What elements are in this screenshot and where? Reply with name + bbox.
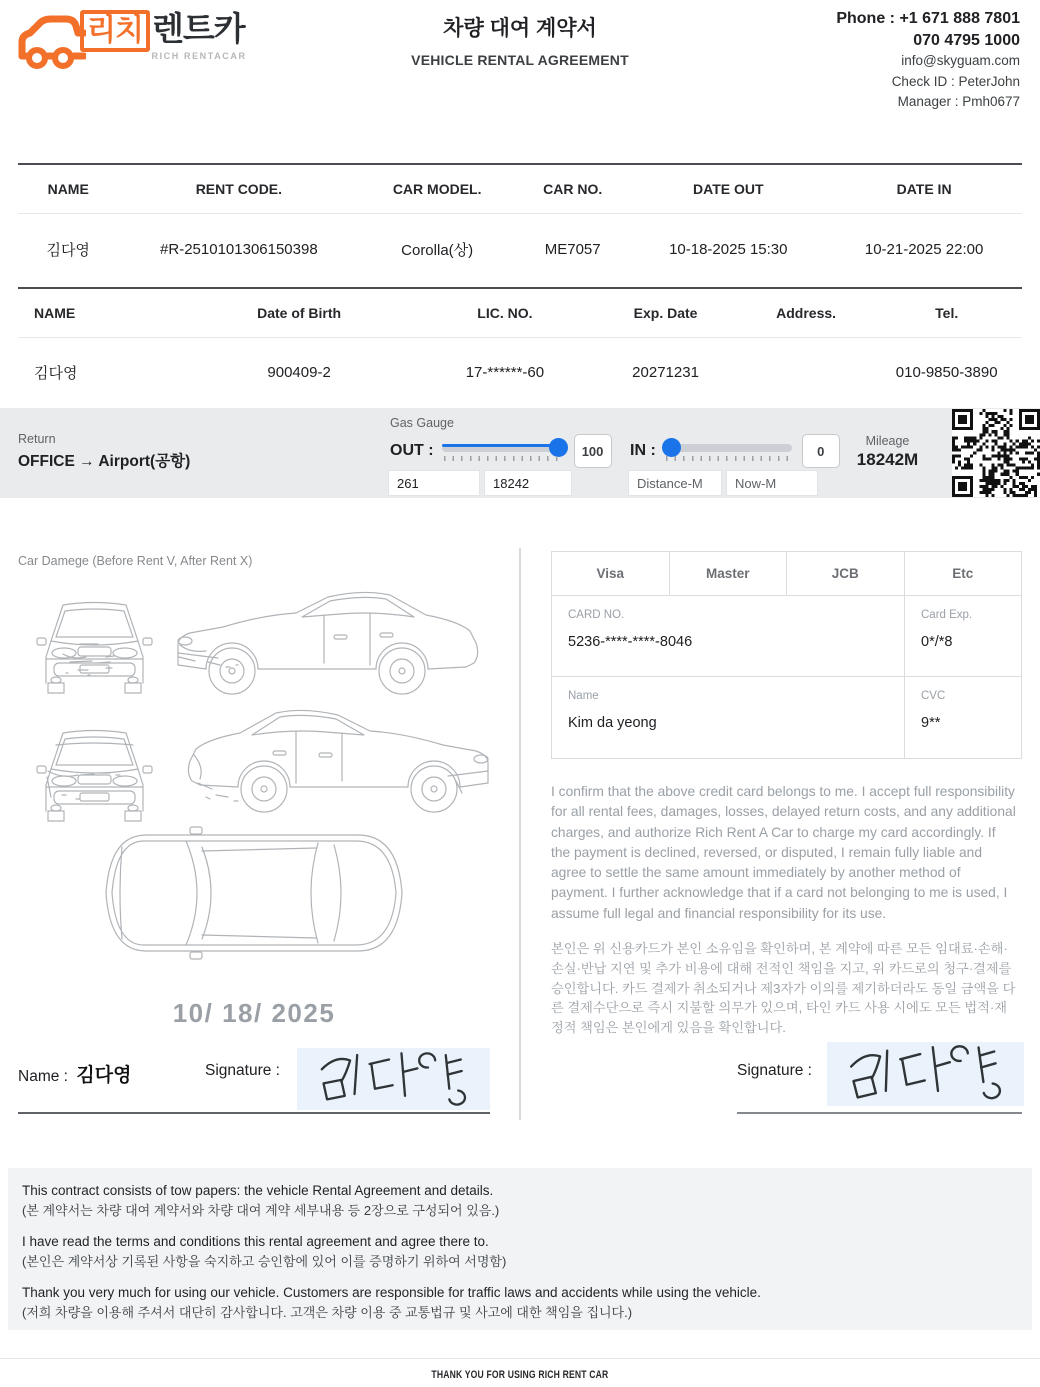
contact-check-id: Check ID : PeterJohn <box>891 73 1020 89</box>
gas-in-label: IN : <box>630 442 656 459</box>
footer-divider <box>0 1358 1040 1359</box>
gas-in-row <box>630 434 840 468</box>
agreement-date: 10/ 18/ 2025 <box>172 998 336 1028</box>
col-birth: Date of Birth <box>179 288 420 337</box>
gas-in-value: 0 <box>802 434 840 468</box>
col-rent-code: RENT CODE. <box>118 164 359 213</box>
signature-image-left <box>297 1048 490 1110</box>
return-label: Return <box>18 432 56 446</box>
col-driver-name: NAME <box>18 288 179 337</box>
signature-pad-right[interactable] <box>827 1042 1024 1106</box>
title-korean: 차량 대여 계약서 <box>443 17 597 40</box>
note-pair <box>22 1181 1018 1221</box>
card-no-value: 5236-****-****-8046 <box>568 634 693 650</box>
gas-out-slider-ticks <box>444 456 562 461</box>
contact-phone-2: 070 4795 1000 <box>913 31 1020 49</box>
card-no-label: CARD NO. <box>568 609 625 621</box>
card-brand-row <box>552 552 1021 596</box>
card-brand-jcb[interactable]: JCB <box>787 552 905 595</box>
name-label: Name : <box>18 1068 68 1085</box>
credit-card-table <box>551 551 1022 759</box>
gas-out-slider[interactable] <box>442 436 564 466</box>
mileage-value: 18242M <box>856 450 919 469</box>
col-car-no: CAR NO. <box>515 164 630 213</box>
out-distance-input[interactable] <box>388 470 480 496</box>
in-distance-input[interactable] <box>628 470 722 496</box>
right-signature-row <box>551 1048 1022 1118</box>
brand-name-kr-dark: 렌트카 <box>151 10 245 47</box>
card-exp-label: Card Exp. <box>921 609 973 621</box>
col-date-in: DATE IN <box>826 164 1022 213</box>
card-brand-master[interactable]: Master <box>670 552 788 595</box>
rent-code: #R-2510101306150398 <box>160 241 318 259</box>
payment-panel <box>551 548 1022 1118</box>
car-model: Corolla(상) <box>401 242 474 260</box>
driver-lic-no: 17-******-60 <box>465 363 545 381</box>
col-address: Address. <box>741 288 872 337</box>
card-exp-value: 0*/*8 <box>921 634 953 650</box>
rental-header-row <box>18 164 1022 213</box>
name-value: 김다영 <box>76 1065 132 1086</box>
signature-line-left <box>18 1112 490 1114</box>
brand-name-kr-orange: 리치 <box>80 10 150 52</box>
signature-line-right <box>737 1112 1022 1114</box>
card-name-label: Name <box>568 690 599 702</box>
gas-in-slider-handle[interactable] <box>662 438 681 457</box>
note-2-kr: (본인은 계약서상 기록된 사항을 숙지하고 승인함에 있어 이를 증명하기 위하여 서명함) <box>22 1254 507 1269</box>
driver-tel: 010-9850-3890 <box>895 363 998 381</box>
driver-address <box>741 337 872 407</box>
card-brand-visa[interactable]: Visa <box>552 552 670 595</box>
left-signature-row <box>18 1060 490 1087</box>
card-confirmation-korean: 본인은 위 신용카드가 본인 소유임을 확인하며, 본 계약에 따른 모든 임대료·손해·손실·반납 지연 및 추가 비용에 대해 전적인 책임을 지고, 위 카드로의 청구·결제를 승인합니다. 카드 결제가 취소되거나 제3자가 이의를 제기하더라도 동일 금액을 다른 결제수단으로 즉시 지불할 의무가 있으며, 타인 카드 사용 시에도 모든 법적·재정적 책임은 본인에게 있음을 확인합니다. <box>551 941 1016 1036</box>
out-mileage-input[interactable] <box>484 470 572 496</box>
in-now-input[interactable] <box>726 470 818 496</box>
qr-code-icon <box>952 409 1040 497</box>
contract-notes <box>8 1168 1032 1330</box>
driver-birth: 900409-2 <box>267 363 331 381</box>
card-confirmation-english: I confirm that the above credit card belongs to me. I accept full responsibility for all rental fees, damages, losses, delayed return costs, and any additional charges, and authorize Rich Rent A Car to charge my card accordingly. If the payment is declined, reversed, or disputed, I remain fully liable and agree to settle the same amount immediately by another method of payment. I further acknowledge that if a card not belonging to me is used, I assume full legal and financial responsibility for its use. <box>551 784 1016 921</box>
gas-gauge-label: Gas Gauge <box>390 416 454 430</box>
col-tel: Tel. <box>871 288 1022 337</box>
gas-out-value: 100 <box>574 434 612 468</box>
footer-thanks: THANK YOU FOR USING RICH RENT CAR <box>431 1368 609 1382</box>
gas-out-label: OUT : <box>390 442 434 459</box>
date-in: 10-21-2025 22:00 <box>864 241 984 259</box>
title-english: VEHICLE RENTAL AGREEMENT <box>411 52 629 68</box>
mileage-label: Mileage <box>865 434 910 448</box>
note-pair <box>22 1232 1018 1272</box>
gas-out-slider-track[interactable] <box>442 444 564 452</box>
note-3-kr: (저희 차량을 이용해 주셔서 대단히 감사합니다. 고객은 차량 이용 중 교통법규 및 사고에 대한 책임을 집니다.) <box>22 1305 633 1320</box>
mileage-block <box>830 434 945 470</box>
card-name-value: Kim da yeong <box>568 715 657 731</box>
driver-exp-date: 20271231 <box>632 363 699 381</box>
vertical-divider <box>519 548 521 1120</box>
card-cvc-value: 9** <box>921 715 941 731</box>
signature-pad-left[interactable] <box>297 1048 490 1110</box>
card-number-row <box>552 596 1021 677</box>
col-name: NAME <box>18 164 118 213</box>
vehicle-status-bar <box>0 408 1040 498</box>
signature-image-right <box>826 1039 1025 1110</box>
renter-name: 김다영 <box>46 242 90 260</box>
driver-name: 김다영 <box>34 364 78 382</box>
car-damage-label: Car Damege (Before Rent V, After Rent X) <box>18 554 253 568</box>
return-route-value: OFFICE → Airport(공항) <box>18 453 191 470</box>
gas-in-slider[interactable] <box>664 436 792 466</box>
contact-manager: Manager : Pmh0677 <box>897 94 1020 109</box>
car-no: ME7057 <box>544 241 601 259</box>
note-1-en: This contract consists of tow papers: the vehicle Rental Agreement and details. <box>22 1183 494 1198</box>
driver-header-row <box>18 288 1022 337</box>
note-pair <box>22 1283 1018 1323</box>
col-car-model: CAR MODEL. <box>359 164 515 213</box>
card-holder-row <box>552 677 1021 758</box>
contact-block <box>836 8 1020 113</box>
gas-in-slider-track[interactable] <box>664 444 792 452</box>
note-1-kr: (본 계약서는 차량 대여 계약서와 차량 대여 계약 세부내용 등 2장으로 구성되어 있음.) <box>22 1203 500 1218</box>
driver-data-row <box>18 337 1022 407</box>
rental-info-table <box>18 163 1022 286</box>
signature-label-left: Signature : <box>205 1062 280 1079</box>
note-3-en: Thank you very much for using our vehicle. Customers are responsible for traffic laws and accidents while using the vehicle. <box>22 1285 761 1300</box>
gas-out-row <box>390 434 612 468</box>
rental-data-row <box>18 213 1022 286</box>
brand-caption: RICH RENTACAR <box>151 51 247 61</box>
gas-in-slider-ticks <box>666 456 790 461</box>
contact-phone-1: Phone : +1 671 888 7801 <box>836 10 1020 27</box>
contact-email: info@skyguam.com <box>901 53 1020 68</box>
col-exp-date: Exp. Date <box>590 288 741 337</box>
car-damage-diagram[interactable] <box>18 583 490 985</box>
card-brand-etc[interactable]: Etc <box>952 566 974 581</box>
col-date-out: DATE OUT <box>630 164 826 213</box>
note-2-en: I have read the terms and conditions this rental agreement and agree there to. <box>22 1234 489 1249</box>
col-lic-no: LIC. NO. <box>420 288 591 337</box>
card-cvc-label: CVC <box>921 690 946 702</box>
return-route <box>18 432 190 471</box>
gas-out-slider-handle[interactable] <box>549 438 568 457</box>
date-out: 10-18-2025 15:30 <box>669 241 788 259</box>
driver-info-table <box>18 287 1022 407</box>
signature-label-right: Signature : <box>737 1062 812 1079</box>
car-damage-panel <box>18 548 502 1118</box>
